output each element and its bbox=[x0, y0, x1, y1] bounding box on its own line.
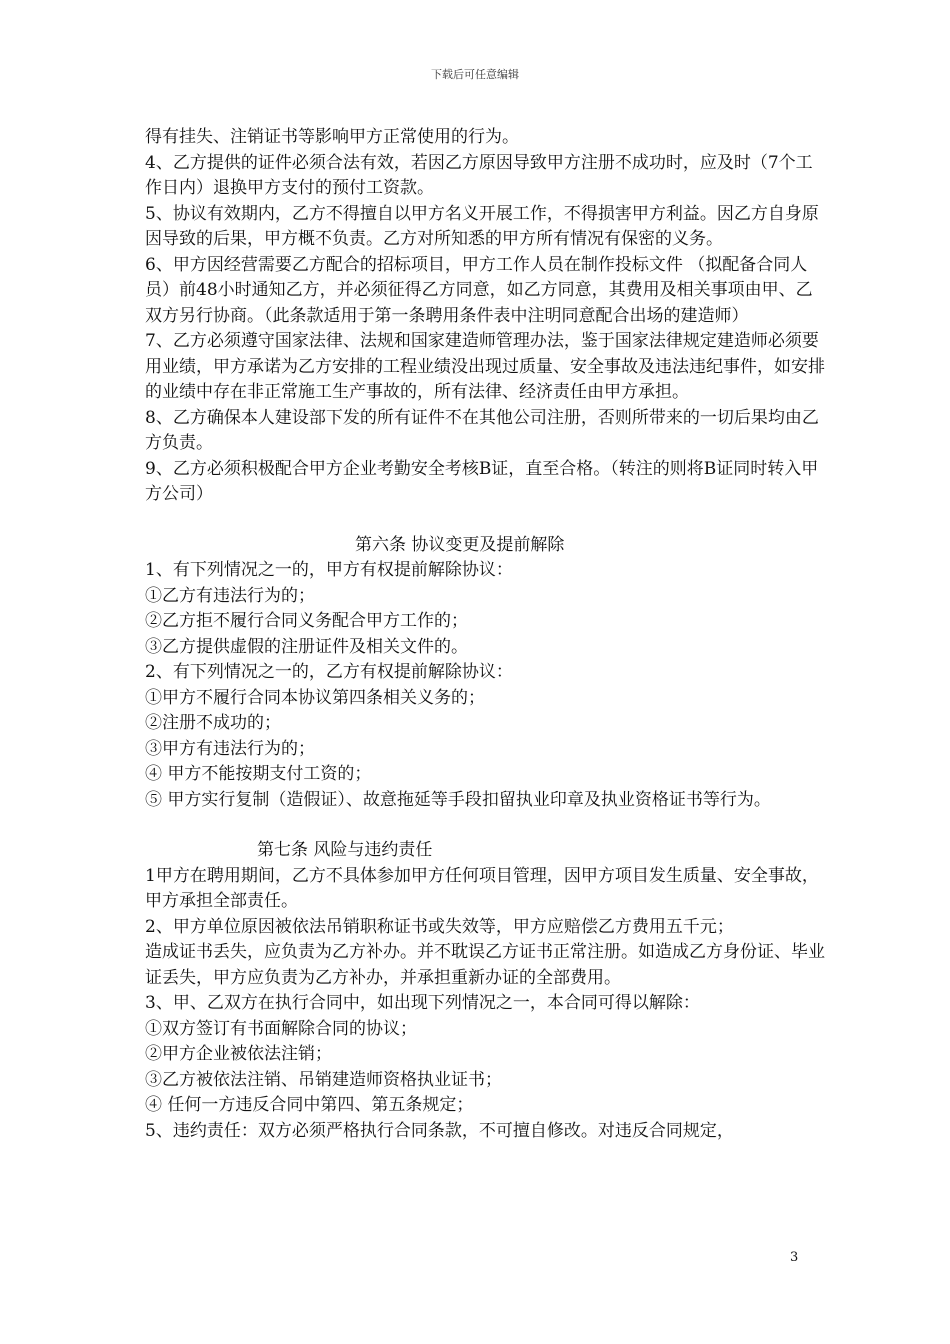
list-item: ①甲方不履行合同本协议第四条相关义务的； bbox=[145, 687, 485, 708]
list-item: 2、有下列情况之一的，乙方有权提前解除协议： bbox=[145, 662, 513, 682]
list-item: ②注册不成功的； bbox=[145, 713, 281, 733]
page-number: 3 bbox=[790, 1250, 799, 1265]
paragraph: 4、乙方提供的证件必须合法有效，若因乙方原因导致甲方注册不成功时，应及时（7个工作日内）退换甲方支付的预付工资款。 bbox=[145, 152, 813, 198]
list-item: 5、违约责任：双方必须严格执行合同条款，不可擅自修改。对违反合同规定， bbox=[145, 1120, 734, 1141]
list-item: ③乙方被依法注销、吊销建造师资格执业证书； bbox=[145, 1069, 502, 1090]
section-heading: 第七条 风险与违约责任 bbox=[257, 840, 433, 860]
list-item: 2、甲方单位原因被依法吊销职称证书或失效等，甲方应赔偿乙方费用五千元； bbox=[145, 916, 734, 937]
list-item: ②甲方企业被依法注销； bbox=[145, 1044, 332, 1064]
paragraph: 8、乙方确保本人建设部下发的所有证件不在其他公司注册，否则所带来的一切后果均由乙方负责。 bbox=[145, 407, 819, 453]
paragraph: 5、协议有效期内，乙方不得擅自以甲方名义开展工作，不得损害甲方利益。因乙方自身原因导致的后果，甲方概不负责。乙方对所知悉的甲方所有情况有保密的义务。 bbox=[145, 203, 819, 249]
list-item: ③甲方有违法行为的； bbox=[145, 738, 315, 759]
page-header: 下载后可任意编辑 bbox=[431, 68, 519, 81]
list-item: ①乙方有违法行为的； bbox=[145, 585, 315, 606]
list-item: ②乙方拒不履行合同义务配合甲方工作的； bbox=[145, 611, 468, 631]
list-item: 造成证书丢失，应负责为乙方补办。并不耽误乙方证书正常注册。如造成乙方身份证、毕业证丢失，甲方应负责为乙方补办，并承担重新办证的全部费用。 bbox=[145, 942, 825, 988]
list-item: ③乙方提供虚假的注册证件及相关文件的。 bbox=[145, 636, 468, 657]
list-item: 1甲方在聘用期间，乙方不具体参加甲方任何项目管理，因甲方项目发生质量、安全事故，甲方承担全部责任。 bbox=[145, 865, 819, 911]
paragraph: 得有挂失、注销证书等影响甲方正常使用的行为。 bbox=[145, 127, 519, 147]
list-item: ⑤ 甲方实行复制（造假证）、故意拖延等手段扣留执业印章及执业资格证书等行为。 bbox=[145, 789, 771, 810]
list-item: ④ 甲方不能按期支付工资的； bbox=[145, 764, 372, 784]
list-item: 1、有下列情况之一的，甲方有权提前解除协议： bbox=[145, 560, 513, 580]
list-item: 3、甲、乙双方在执行合同中，如出现下列情况之一，本合同可得以解除： bbox=[145, 993, 700, 1013]
paragraph: 6、甲方因经营需要乙方配合的招标项目，甲方工作人员在制作投标文件 （拟配备合同人员）前48小时通知乙方，并必须征得乙方同意，如乙方同意，其费用及相关事项由甲、乙双方另行协商。（此条款适用于第一条聘用条件表中注明同意配合出场的建造师） bbox=[145, 254, 813, 326]
paragraph: 7、乙方必须遵守国家法律、法规和国家建造师管理办法，鉴于国家法律规定建造师必须要用业绩，甲方承诺为乙方安排的工程业绩没出现过质量、安全事故及违法违纪事件，如安排的业绩中存在非正常施工生产事故的，所有法律、经济责任由甲方承担。 bbox=[145, 331, 825, 402]
list-item: ④ 任何一方违反合同中第四、第五条规定； bbox=[145, 1095, 474, 1115]
paragraph: 9、乙方必须积极配合甲方企业考勤安全考核B证，直至合格。（转注的则将B证同时转入甲方公司） bbox=[145, 458, 819, 504]
section-heading: 第六条 协议变更及提前解除 bbox=[355, 534, 565, 555]
document-body bbox=[145, 125, 825, 1144]
list-item: ①双方签订有书面解除合同的协议； bbox=[145, 1018, 417, 1039]
